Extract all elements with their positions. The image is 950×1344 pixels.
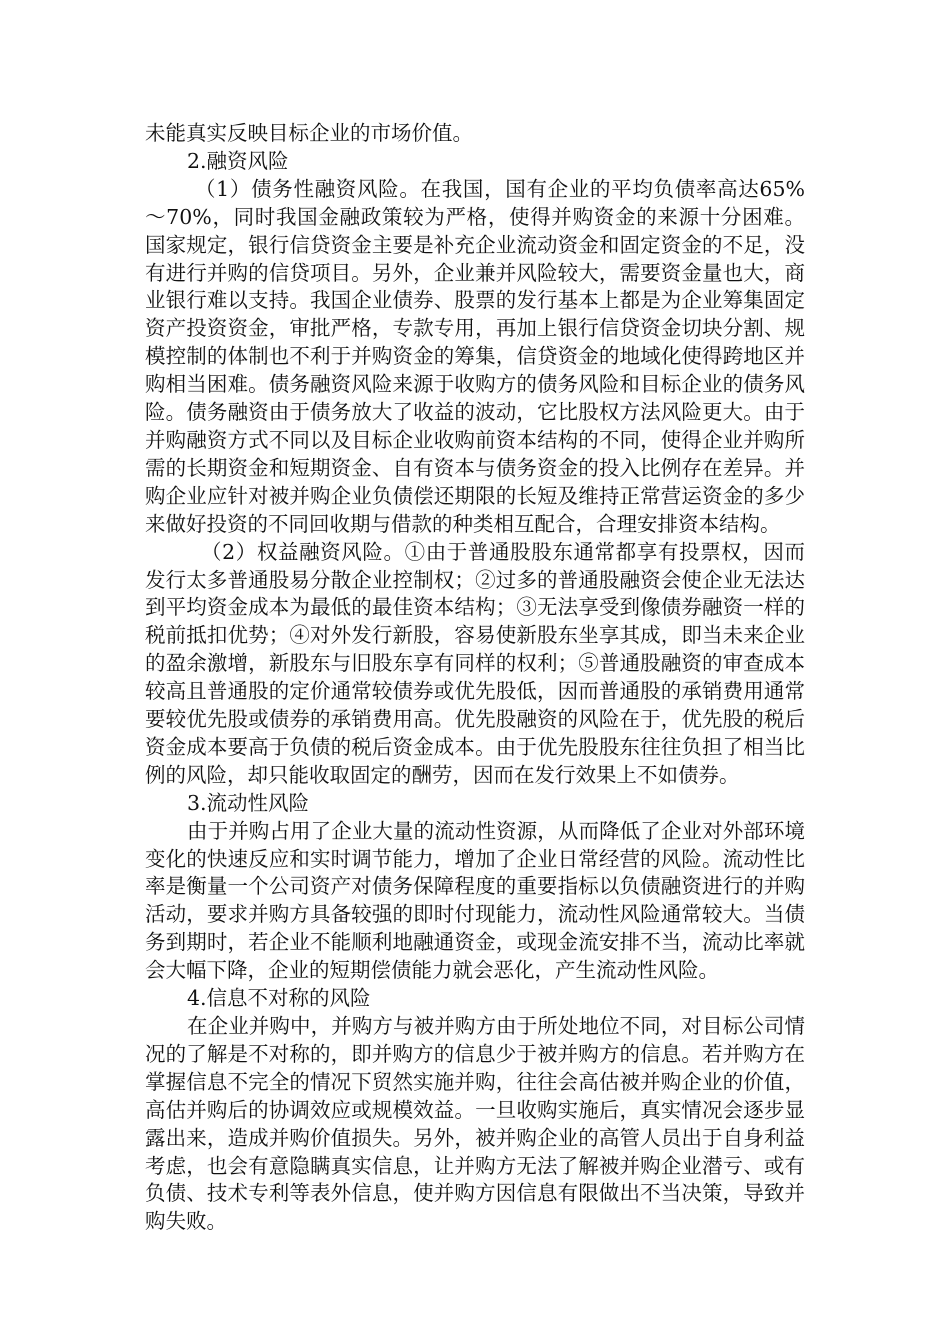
paragraph-liquidity-risk: 由于并购占用了企业大量的流动性资源，从而降低了企业对外部环境变化的快速反应和实时调节能力，增加了企业日常经营的风险。流动性比率是衡量一个公司资产对债务保障程度的重要指标以负债融资进行的并购活动，要求并购方具备较强的即时付现能力，流动性风险通常较大。当债务到期时，若企业不能顺利地融通资金，或现金流安排不当，流动比率就会大幅下降，企业的短期偿债能力就会恶化，产生流动性风险。 bbox=[145, 818, 805, 983]
section-heading-liquidity-risk: 3.流动性风险 bbox=[187, 790, 310, 815]
lead-paragraph: 未能真实反映目标企业的市场价值。 bbox=[145, 121, 473, 145]
paragraph-equity-financing-risk: （2）权益融资风险。①由于普通股股东通常都享有投票权，因而发行太多普通股易分散企业控制权；②过多的普通股融资会使企业无法达到平均资金成本为最低的最佳资本结构；③无法享受到像债券融资一样的税前抵扣优势；④对外发行新股，容易使新股东坐享其成，即当未来企业的盈余激增，新股东与旧股东享有同样的权利；⑤普通股融资的审查成本较高且普通股的定价通常较债券或优先股低，因而普通股的承销费用通常要较优先股或债券的承销费用高。优先股融资的风险在于，优先股的税后资金成本要高于负债的税后资金成本。由于优先股股东往往负担了相当比例的风险，却只能收取固定的酬劳，因而在发行效果上不如债券。 bbox=[145, 539, 805, 787]
section-heading-information-asymmetry-risk: 4.信息不对称的风险 bbox=[187, 986, 371, 1011]
document-body bbox=[145, 120, 805, 1236]
section-heading-financing-risk: 2.融资风险 bbox=[187, 148, 289, 173]
paragraph-debt-financing-risk: （1）债务性融资风险。在我国，国有企业的平均负债率高达65%～70%，同时我国金融政策较为严格，使得并购资金的来源十分困难。国家规定，银行信贷资金主要是补充企业流动资金和固定资金的不足，没有进行并购的信贷项目。另外，企业兼并风险较大，需要资金量也大，商业银行难以支持。我国企业债券、股票的发行基本上都是为企业筹集固定资产投资资金，审批严格，专款专用，再加上银行信贷资金切块分割、规模控制的体制也不利于并购资金的筹集，信贷资金的地域化使得跨地区并购相当困难。债务融资风险来源于收购方的债务风险和目标企业的债务风险。债务融资由于债务放大了收益的波动，它比股权方法风险更大。由于并购融资方式不同以及目标企业收购前资本结构的不同，使得企业并购所需的长期资金和短期资金、自有资本与债务资金的投入比例存在差异。并购企业应针对被并购企业负债偿还期限的长短及维持正常营运资金的多少来做好投资的不同回收期与借款的种类相互配合，合理安排资本结构。 bbox=[145, 176, 805, 536]
paragraph-information-asymmetry-risk: 在企业并购中，并购方与被并购方由于所处地位不同，对目标公司情况的了解是不对称的，即并购方的信息少于被并购方的信息。若并购方在掌握信息不完全的情况下贸然实施并购，往往会高估被并购企业的价值，高估并购后的协调效应或规模效益。一旦收购实施后，真实情况会逐步显露出来，造成并购价值损失。另外，被并购企业的高管人员出于自身利益考虑，也会有意隐瞒真实信息，让并购方无法了解被并购企业潜亏、或有负债、技术专利等表外信息，使并购方因信息有限做出不当决策，导致并购失败。 bbox=[145, 1014, 805, 1234]
